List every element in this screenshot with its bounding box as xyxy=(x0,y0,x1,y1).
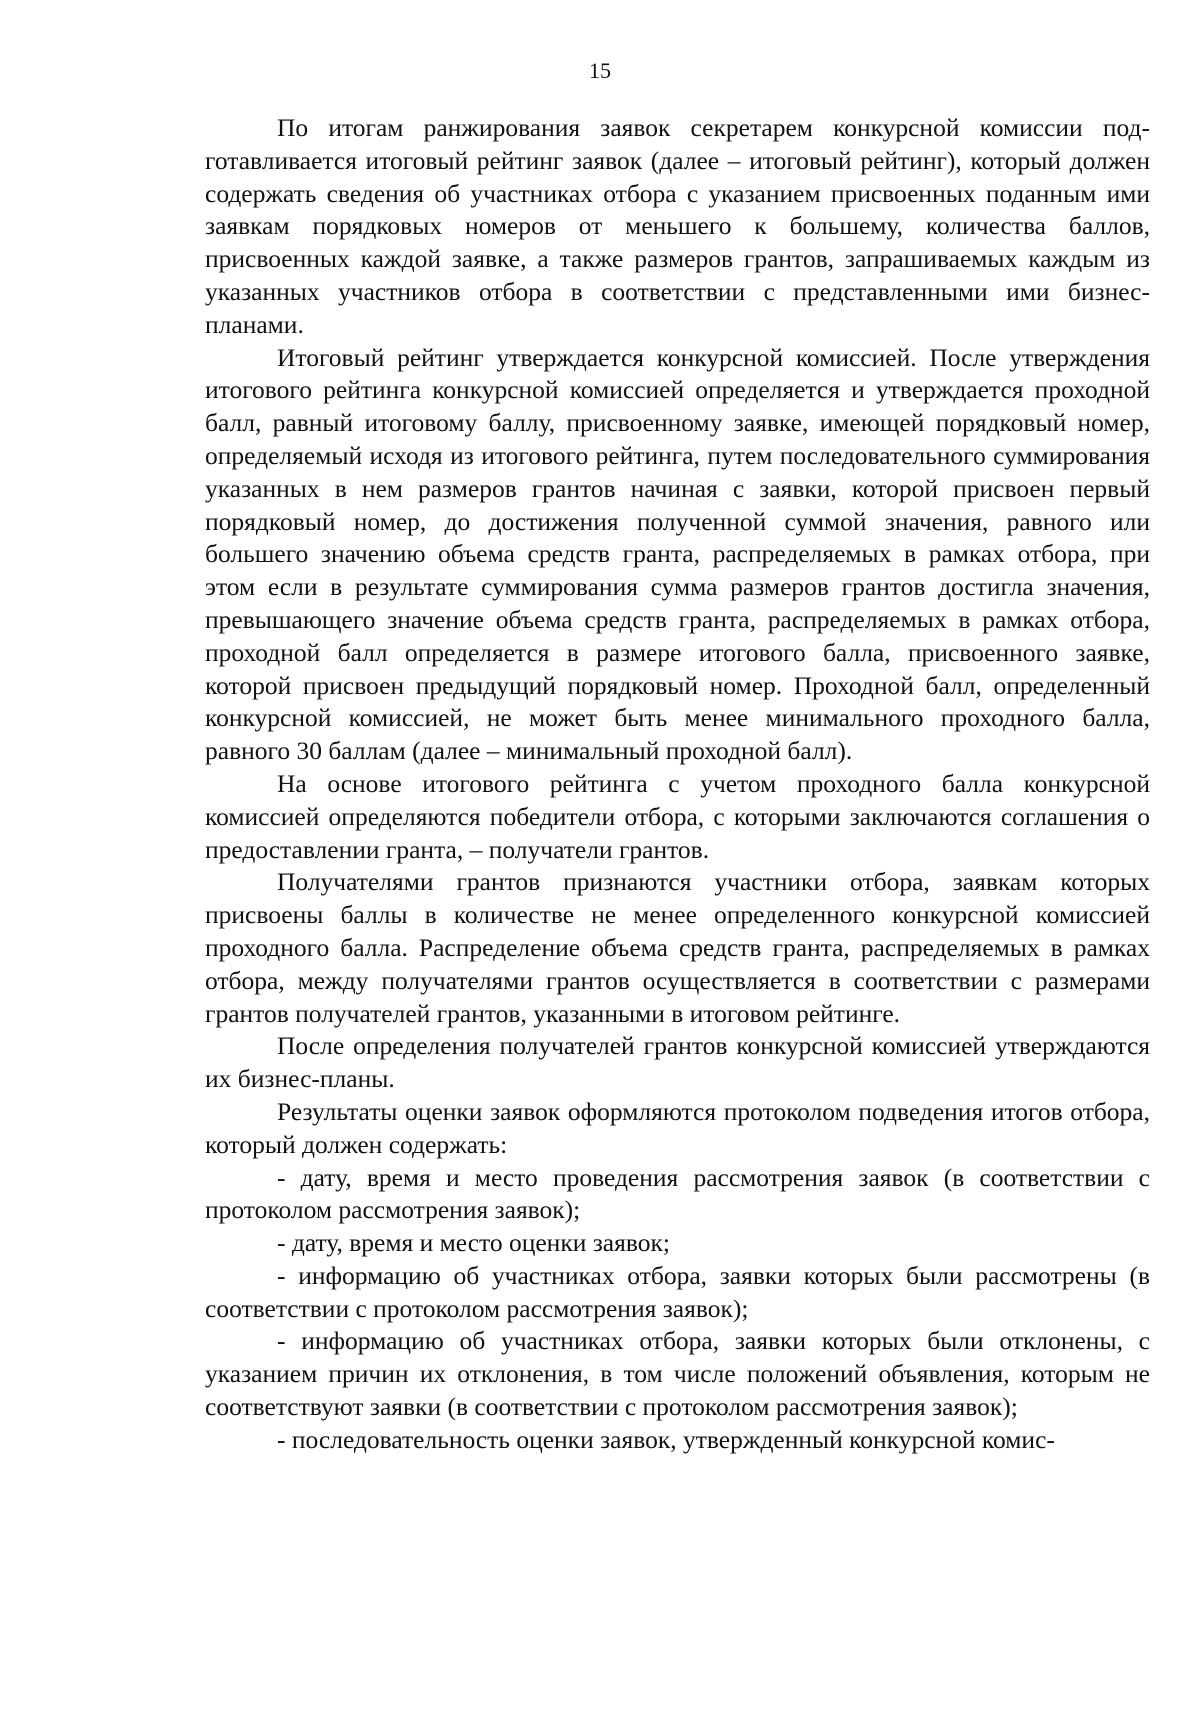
list-item-reviewed-participants: - информацию об участниках отбора, заявки которых были рассмотрены (в соответствии с протоколом рассмотрения заявок); xyxy=(205,1260,1150,1323)
paragraph-final-rating: По итогам ранжирования заявок секретарем конкурсной комиссии подготавливается итоговый рейтинг заявок (далее – итоговый рейтинг), который должен содержать сведения об участниках отбора с указанием присвоенных поданным ими заявкам порядковых номеров от меньшего к большему, количества баллов, присвоенных каждой заявке, а также размеров грантов, запрашиваемых каждым из указанных участников отбора в соответствии с представленными ими бизнес-планами. xyxy=(205,113,1150,339)
list-item-evaluation-sequence: - последовательность оценки заявок, утвержденный конкурсной комис- xyxy=(277,1424,1055,1454)
list-item-evaluation-date: - дату, время и место оценки заявок; xyxy=(277,1228,670,1258)
paragraph-protocol: Результаты оценки заявок оформляются протоколом подведения итогов отбора, который должен содержать: xyxy=(205,1096,1150,1159)
paragraph-grant-recipients: Получателями грантов признаются участники отбора, заявкам которых присвоены баллы в количестве не менее определенного конкурсной комиссией проходного балла. Распределение объема средств гранта, распределяемых в рамках отбора, между получателями грантов осуществляется в соответствии с размерами грантов получателей грантов, указанными в итоговом рейтинге. xyxy=(205,867,1150,1028)
list-item-rejected-participants: - информацию об участниках отбора, заявки которых были отклонены, с указанием причин их отклонения, в том числе положений объявления, которым не соответствуют заявки (в соответствии с протоколом рассмотрения заявок); xyxy=(205,1326,1150,1422)
list-item-review-date: - дату, время и место проведения рассмотрения заявок (в соответствии с протоколом рассмотрения заявок); xyxy=(205,1162,1150,1225)
paragraph-business-plans: После определения получателей грантов конкурсной комиссией утверждаются их бизнес-планы. xyxy=(205,1031,1150,1094)
paragraph-passing-score: Итоговый рейтинг утверждается конкурсной комиссией. После утверждения итогового рейтинга конкурсной комиссией определяется и утверждается проходной балл, равный итоговому баллу, присвоенному заявке, имеющей порядковый номер, определяемый исходя из итогового рейтинга, путем последовательного суммирования указанных в нем размеров грантов начиная с заявки, которой присвоен первый порядковый номер, до достижения полученной суммой значения, равного или большего значению объема средств гранта, распределяемых в рамках отбора, при этом если в результате суммирования сумма размеров грантов достигла значения, превышающего значение объема средств гранта, распределяемых в рамках отбора, проходной балл определяется в размере итогового балла, присвоенного заявке, которой присвоен предыдущий порядковый номер. Проходной балл, определенный конкурсной комиссией, не может быть менее минимального проходного балла, равного 30 баллам (далее – минимальный проходной балл). xyxy=(205,342,1150,766)
page-number: 15 xyxy=(589,58,611,83)
paragraph-winners: На основе итогового рейтинга с учетом проходного балла конкурсной комиссией определяются победители отбора, с которыми заключаются соглашения о предоставлении гранта, – получатели грантов. xyxy=(205,768,1150,864)
document-body xyxy=(205,112,1150,1457)
